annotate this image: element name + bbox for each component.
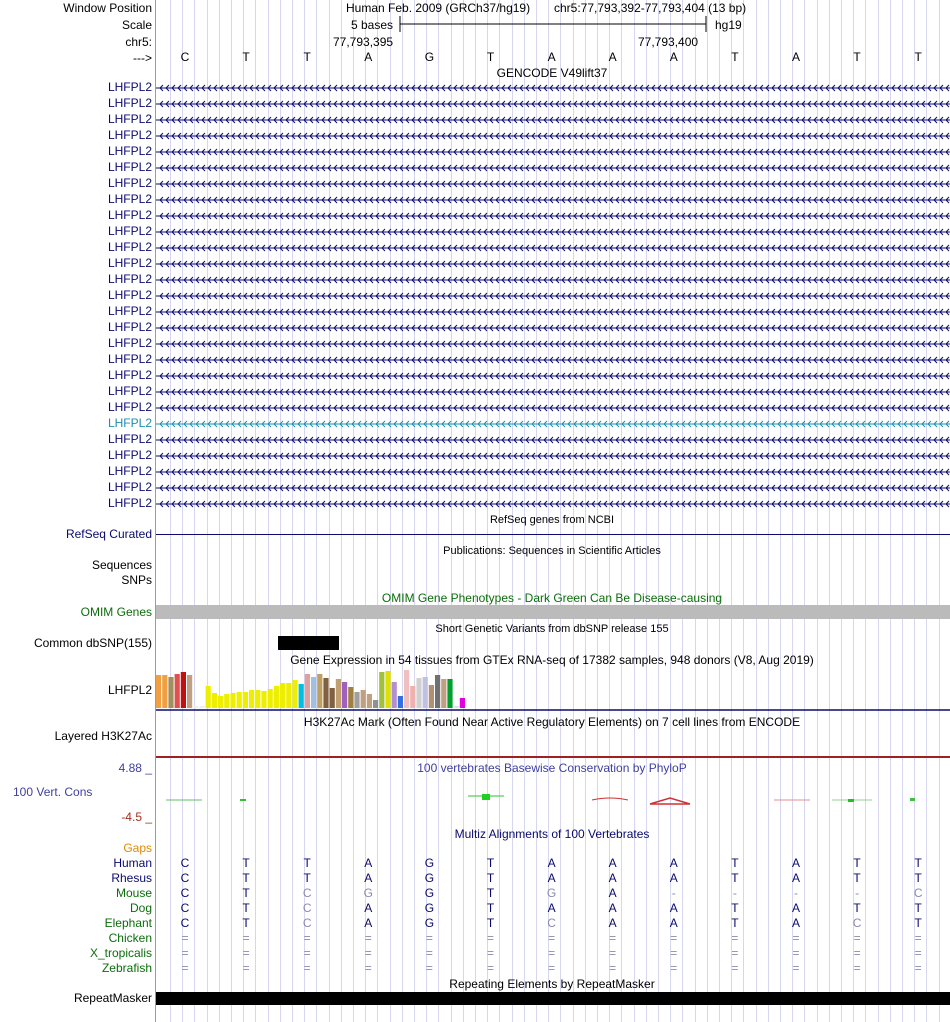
scale-db: hg19 — [715, 18, 742, 32]
aligned-base: G — [424, 871, 435, 885]
reference-base: T — [853, 50, 861, 64]
gtex-tissue-bar[interactable] — [460, 698, 465, 708]
assembly-title: Human Feb. 2009 (GRCh37/hg19) — [346, 1, 531, 15]
aligned-base: C — [547, 916, 556, 930]
gencode-transcript-line[interactable] — [156, 226, 950, 238]
dbsnp-variant[interactable] — [278, 636, 339, 650]
position-400: 77,793,400 — [638, 35, 699, 49]
cons-ymin: -4.5 _ — [121, 810, 152, 824]
aligned-base: C — [180, 856, 190, 870]
gtex-tissue-bar[interactable] — [268, 689, 273, 708]
gtex-tissue-bar[interactable] — [385, 671, 390, 708]
species-label[interactable]: X_tropicalis — [89, 946, 152, 960]
gtex-tissue-bar[interactable] — [187, 675, 192, 708]
gtex-tissue-bar[interactable] — [261, 691, 266, 708]
gtex-tissue-bar[interactable] — [305, 674, 310, 708]
gencode-transcript-label[interactable]: LHFPL2 — [107, 208, 152, 222]
gtex-tissue-bar[interactable] — [280, 683, 285, 708]
aligned-base: T — [853, 856, 861, 870]
gtex-tissue-bar[interactable] — [168, 677, 173, 708]
aligned-base: = — [914, 931, 922, 945]
aligned-base: A — [669, 916, 678, 930]
gtex-tissue-bar[interactable] — [206, 686, 211, 708]
aligned-base: = — [853, 946, 861, 960]
reference-base: G — [424, 50, 435, 64]
gtex-tissue-bar[interactable] — [175, 674, 180, 708]
gtex-tissue-bar[interactable] — [454, 706, 459, 708]
gencode-transcript-line[interactable] — [156, 354, 950, 366]
gtex-tissue-bar[interactable] — [361, 690, 366, 708]
publications-title: Publications: Sequences in Scientific Articles — [443, 545, 661, 557]
gencode-transcript-line[interactable] — [156, 434, 950, 446]
gtex-tissue-bar[interactable] — [212, 693, 217, 708]
aligned-base: T — [731, 901, 739, 915]
gencode-transcript-label[interactable]: LHFPL2 — [107, 400, 152, 414]
aligned-base: = — [303, 946, 311, 960]
track-label-panel — [0, 0, 155, 1022]
reference-base: A — [608, 50, 617, 64]
strand-label: ---> — [133, 51, 152, 65]
dbsnp-label[interactable]: Common dbSNP(155) — [33, 636, 152, 650]
aligned-base: T — [303, 871, 311, 885]
gencode-transcript-label[interactable]: LHFPL2 — [107, 80, 152, 94]
aligned-base: = — [425, 946, 433, 960]
gtex-tissue-bar[interactable] — [311, 677, 316, 708]
species-label[interactable]: Mouse — [115, 886, 152, 900]
aligned-base: = — [242, 946, 250, 960]
aligned-base: = — [670, 961, 678, 975]
aligned-base: C — [180, 901, 190, 915]
species-label[interactable]: Zebrafish — [101, 961, 152, 975]
gtex-label[interactable]: LHFPL2 — [107, 683, 152, 697]
gtex-tissue-bar[interactable] — [354, 692, 359, 708]
aligned-base: = — [364, 946, 372, 960]
aligned-base: A — [669, 871, 678, 885]
aligned-base: A — [364, 871, 373, 885]
aligned-base: T — [914, 901, 922, 915]
aligned-base: = — [853, 931, 861, 945]
aligned-base: C — [180, 871, 190, 885]
h3k27ac-label[interactable]: Layered H3K27Ac — [54, 729, 152, 743]
gtex-tissue-bar[interactable] — [342, 682, 347, 708]
gencode-transcript-line[interactable] — [156, 162, 950, 174]
aligned-base: T — [486, 856, 495, 870]
gencode-transcript-line[interactable] — [156, 274, 950, 286]
aligned-base: = — [670, 946, 678, 960]
aligned-base: C — [180, 886, 190, 900]
gencode-transcript-line[interactable] — [156, 146, 950, 158]
gtex-title: Gene Expression in 54 tissues from GTEx RNA-seq of 17382 samples, 948 donors (V8, Aug 2019) — [290, 653, 814, 667]
gencode-transcript-label[interactable]: LHFPL2 — [107, 144, 152, 158]
reference-base: T — [242, 50, 250, 64]
gencode-transcript-label[interactable]: LHFPL2 — [107, 304, 152, 318]
gtex-tissue-bar[interactable] — [218, 696, 223, 708]
gtex-tissue-bar[interactable] — [249, 690, 254, 708]
aligned-base: T — [853, 871, 861, 885]
aligned-base: T — [731, 856, 739, 870]
aligned-base: A — [364, 856, 373, 870]
gtex-tissue-bar[interactable] — [181, 672, 186, 708]
gencode-transcript-line[interactable] — [156, 306, 950, 318]
aligned-base: T — [731, 871, 739, 885]
gencode-transcript-label[interactable]: LHFPL2 — [107, 96, 152, 110]
aligned-base: A — [547, 901, 556, 915]
gencode-transcript-line[interactable] — [156, 418, 950, 430]
gencode-transcript-line[interactable] — [156, 482, 950, 494]
aligned-base: = — [792, 931, 800, 945]
gtex-tissue-bar[interactable] — [435, 675, 440, 708]
aligned-base: = — [303, 961, 311, 975]
aligned-base: G — [424, 916, 435, 930]
aligned-base: G — [546, 886, 557, 900]
aligned-base: C — [852, 916, 862, 930]
reference-base: T — [303, 50, 311, 64]
gencode-transcript-line[interactable] — [156, 338, 950, 350]
gtex-tissue-bar[interactable] — [404, 670, 409, 708]
species-label[interactable]: Rhesus — [111, 871, 152, 885]
gtex-tissue-bar[interactable] — [392, 682, 397, 708]
aligned-base: = — [914, 961, 922, 975]
gencode-transcript-label[interactable]: LHFPL2 — [107, 128, 152, 142]
gencode-transcript-label[interactable]: LHFPL2 — [107, 368, 152, 382]
gtex-tissue-bar[interactable] — [156, 675, 161, 708]
aligned-base: = — [486, 931, 494, 945]
gencode-transcript-label[interactable]: LHFPL2 — [107, 336, 152, 350]
aligned-base: = — [303, 931, 311, 945]
aligned-base: A — [791, 856, 800, 870]
gencode-title: GENCODE V49lift37 — [496, 66, 608, 80]
aligned-base: = — [486, 961, 494, 975]
aligned-base: = — [609, 931, 617, 945]
gencode-transcript-line[interactable] — [156, 114, 950, 126]
aligned-base: = — [609, 961, 617, 975]
gaps-label: Gaps — [123, 841, 152, 855]
gencode-transcript-label[interactable]: LHFPL2 — [107, 240, 152, 254]
species-label[interactable]: Dog — [129, 901, 152, 915]
position-text: chr5:77,793,392-77,793,404 (13 bp) — [554, 1, 747, 15]
aligned-base: T — [242, 886, 250, 900]
gtex-tissue-bar[interactable] — [379, 672, 384, 708]
gtex-tissue-bar[interactable] — [323, 678, 328, 708]
aligned-base: = — [548, 961, 556, 975]
track-area[interactable] — [156, 0, 950, 1022]
scale-label: Scale — [121, 18, 152, 32]
gencode-transcript-label[interactable]: LHFPL2 — [107, 464, 152, 478]
aligned-base: = — [364, 961, 372, 975]
h3k27ac-title: H3K27Ac Mark (Often Found Near Active Regulatory Elements) on 7 cell lines from ENCODE — [303, 715, 801, 729]
gencode-transcript-label[interactable]: LHFPL2 — [107, 256, 152, 270]
gencode-transcript-label[interactable]: LHFPL2 — [107, 176, 152, 190]
refseq-title: RefSeq genes from NCBI — [489, 514, 615, 526]
gtex-tissue-bar[interactable] — [348, 687, 353, 708]
gtex-tissue-bar[interactable] — [447, 679, 452, 708]
aligned-base: T — [242, 856, 250, 870]
repeatmasker-element[interactable] — [156, 992, 950, 1005]
gtex-tissue-bar[interactable] — [330, 688, 335, 708]
aligned-base: C — [913, 886, 923, 900]
aligned-base: A — [669, 856, 678, 870]
aligned-base: = — [731, 946, 739, 960]
aligned-base: T — [914, 916, 922, 930]
aligned-base: A — [608, 871, 617, 885]
aligned-base: = — [181, 931, 189, 945]
gencode-transcript-line[interactable] — [156, 498, 950, 510]
aligned-base: = — [548, 931, 556, 945]
aligned-base: T — [731, 916, 739, 930]
gtex-tissue-bar[interactable] — [193, 706, 198, 708]
aligned-base: T — [303, 856, 311, 870]
aligned-base: = — [731, 931, 739, 945]
repeatmasker-label[interactable]: RepeatMasker — [73, 991, 152, 1005]
aligned-base: - — [671, 886, 676, 900]
aligned-base: T — [486, 901, 495, 915]
reference-base: A — [547, 50, 556, 64]
gtex-tissue-bar[interactable] — [274, 686, 279, 708]
omim-label[interactable]: OMIM Genes — [80, 605, 152, 619]
gtex-tissue-bar[interactable] — [373, 700, 378, 708]
aligned-base: = — [731, 961, 739, 975]
omim-feature-bar[interactable] — [156, 605, 950, 619]
aligned-base: T — [486, 886, 495, 900]
aligned-base: = — [242, 931, 250, 945]
reference-base: T — [486, 50, 495, 64]
reference-base: T — [731, 50, 739, 64]
aligned-base: A — [791, 901, 800, 915]
aligned-base: G — [424, 886, 435, 900]
snps-label[interactable]: SNPs — [121, 573, 152, 587]
gencode-transcript-line[interactable] — [156, 386, 950, 398]
aligned-base: G — [424, 901, 435, 915]
aligned-base: = — [425, 961, 433, 975]
aligned-base: = — [914, 946, 922, 960]
gencode-transcript-line[interactable] — [156, 402, 950, 414]
gencode-transcript-line[interactable] — [156, 370, 950, 382]
aligned-base: G — [424, 856, 435, 870]
aligned-base: = — [486, 946, 494, 960]
gtex-tissue-bar[interactable] — [367, 694, 372, 708]
position-395: 77,793,395 — [333, 35, 394, 49]
gencode-transcript-label[interactable]: LHFPL2 — [107, 496, 152, 510]
cons-title: 100 vertebrates Basewise Conservation by PhyloP — [417, 761, 687, 775]
gencode-transcript-line[interactable] — [156, 258, 950, 270]
aligned-base: = — [425, 931, 433, 945]
gencode-transcript-line[interactable] — [156, 290, 950, 302]
aligned-base: = — [792, 946, 800, 960]
window-position-label: Window Position — [63, 1, 152, 15]
aligned-base: = — [853, 961, 861, 975]
reference-base: A — [791, 50, 800, 64]
gtex-tissue-bar[interactable] — [199, 706, 204, 708]
aligned-base: A — [547, 871, 556, 885]
omim-title: OMIM Gene Phenotypes - Dark Green Can Be Disease-causing — [381, 591, 723, 605]
gencode-transcript-label[interactable]: LHFPL2 — [107, 448, 152, 462]
sequences-label[interactable]: Sequences — [91, 558, 152, 572]
dbsnp-title: Short Genetic Variants from dbSNP release 155 — [435, 623, 669, 635]
gencode-transcript-label[interactable]: LHFPL2 — [107, 416, 152, 430]
aligned-base: A — [791, 916, 800, 930]
aligned-base: C — [302, 916, 312, 930]
gencode-transcript-line[interactable] — [156, 178, 950, 190]
scale-bar — [156, 14, 950, 36]
cons-label[interactable]: 100 Vert. Cons — [13, 785, 93, 799]
gencode-transcript-line[interactable] — [156, 466, 950, 478]
gtex-tissue-bar[interactable] — [255, 690, 260, 708]
aligned-base: T — [486, 916, 495, 930]
gtex-tissue-bar[interactable] — [237, 692, 242, 708]
scale-text: 5 bases — [351, 18, 394, 32]
species-label[interactable]: Human — [113, 856, 152, 870]
aligned-base: C — [180, 916, 190, 930]
aligned-base: A — [669, 901, 678, 915]
aligned-base: A — [364, 901, 373, 915]
aligned-base: T — [853, 901, 861, 915]
aligned-base: = — [609, 946, 617, 960]
aligned-base: T — [242, 901, 250, 915]
gencode-transcript-line[interactable] — [156, 194, 950, 206]
gencode-transcript-line[interactable] — [156, 450, 950, 462]
gencode-transcript-line[interactable] — [156, 130, 950, 142]
gencode-transcript-label[interactable]: LHFPL2 — [107, 352, 152, 366]
aligned-base: = — [242, 961, 250, 975]
gtex-tissue-bar[interactable] — [299, 684, 304, 708]
aligned-base: = — [364, 931, 372, 945]
aligned-base: - — [855, 886, 860, 900]
gencode-transcript-line[interactable] — [156, 82, 950, 94]
reference-base: C — [180, 50, 190, 64]
gencode-transcript-label[interactable]: LHFPL2 — [107, 320, 152, 334]
aligned-base: A — [364, 916, 373, 930]
gencode-transcript-label[interactable]: LHFPL2 — [107, 160, 152, 174]
gtex-tissue-bar[interactable] — [398, 696, 403, 708]
species-label[interactable]: Chicken — [108, 931, 152, 945]
gencode-transcript-label[interactable]: LHFPL2 — [107, 480, 152, 494]
aligned-base: = — [181, 946, 189, 960]
gencode-transcript-label[interactable]: LHFPL2 — [107, 272, 152, 286]
chrom-label: chr5: — [125, 35, 152, 49]
aligned-base: T — [242, 916, 250, 930]
reference-base: A — [669, 50, 678, 64]
aligned-base: = — [792, 961, 800, 975]
aligned-base: A — [608, 856, 617, 870]
gencode-transcript-label[interactable]: LHFPL2 — [107, 384, 152, 398]
gencode-transcript-line[interactable] — [156, 242, 950, 254]
gtex-tissue-bar[interactable] — [410, 686, 415, 708]
gencode-transcript-label[interactable]: LHFPL2 — [107, 112, 152, 126]
gtex-tissue-bar[interactable] — [336, 679, 341, 708]
aligned-base: C — [302, 901, 312, 915]
aligned-base: = — [548, 946, 556, 960]
aligned-base: - — [794, 886, 798, 900]
gencode-transcript-label[interactable]: LHFPL2 — [107, 192, 152, 206]
gtex-tissue-bar[interactable] — [429, 685, 434, 708]
gtex-bar-chart[interactable] — [156, 668, 950, 712]
gtex-tissue-bar[interactable] — [441, 679, 446, 708]
aligned-base: A — [791, 871, 800, 885]
refseq-line[interactable] — [156, 534, 950, 535]
cons-ymax: 4.88 _ — [118, 761, 152, 775]
gencode-transcript-line[interactable] — [156, 98, 950, 110]
aligned-base: = — [181, 961, 189, 975]
gtex-tissue-bar[interactable] — [286, 683, 291, 708]
gtex-tissue-bar[interactable] — [292, 680, 297, 708]
gtex-tissue-bar[interactable] — [243, 692, 248, 708]
reference-base: A — [364, 50, 373, 64]
aligned-base: C — [302, 886, 312, 900]
gtex-tissue-bar[interactable] — [162, 675, 167, 708]
cons-wiggle[interactable] — [156, 788, 950, 812]
gtex-tissue-bar[interactable] — [416, 678, 421, 708]
gencode-transcript-line[interactable] — [156, 210, 950, 222]
aligned-base: A — [608, 916, 617, 930]
aligned-base: T — [486, 871, 495, 885]
refseq-label[interactable]: RefSeq Curated — [65, 527, 152, 541]
gtex-tissue-bar[interactable] — [317, 674, 322, 708]
aligned-base: G — [363, 886, 373, 900]
h3k27ac-signal[interactable] — [156, 756, 950, 758]
multiz-title: Multiz Alignments of 100 Vertebrates — [454, 827, 650, 841]
reference-base: T — [914, 50, 922, 64]
gencode-transcript-line[interactable] — [156, 322, 950, 334]
gtex-tissue-bar[interactable] — [423, 677, 428, 708]
aligned-base: A — [547, 856, 556, 870]
aligned-base: A — [608, 886, 617, 900]
gencode-transcript-label[interactable]: LHFPL2 — [107, 432, 152, 446]
repeatmasker-title: Repeating Elements by RepeatMasker — [449, 977, 655, 991]
aligned-base: T — [914, 871, 922, 885]
aligned-base: T — [914, 856, 922, 870]
species-label[interactable]: Elephant — [104, 916, 152, 930]
gtex-tissue-bar[interactable] — [230, 693, 235, 708]
aligned-base: - — [732, 886, 737, 900]
aligned-base: = — [670, 931, 678, 945]
gtex-tissue-bar[interactable] — [224, 694, 229, 708]
aligned-base: T — [242, 871, 250, 885]
gencode-transcript-label[interactable]: LHFPL2 — [107, 224, 152, 238]
aligned-base: A — [608, 901, 617, 915]
gencode-transcript-label[interactable]: LHFPL2 — [107, 288, 152, 302]
